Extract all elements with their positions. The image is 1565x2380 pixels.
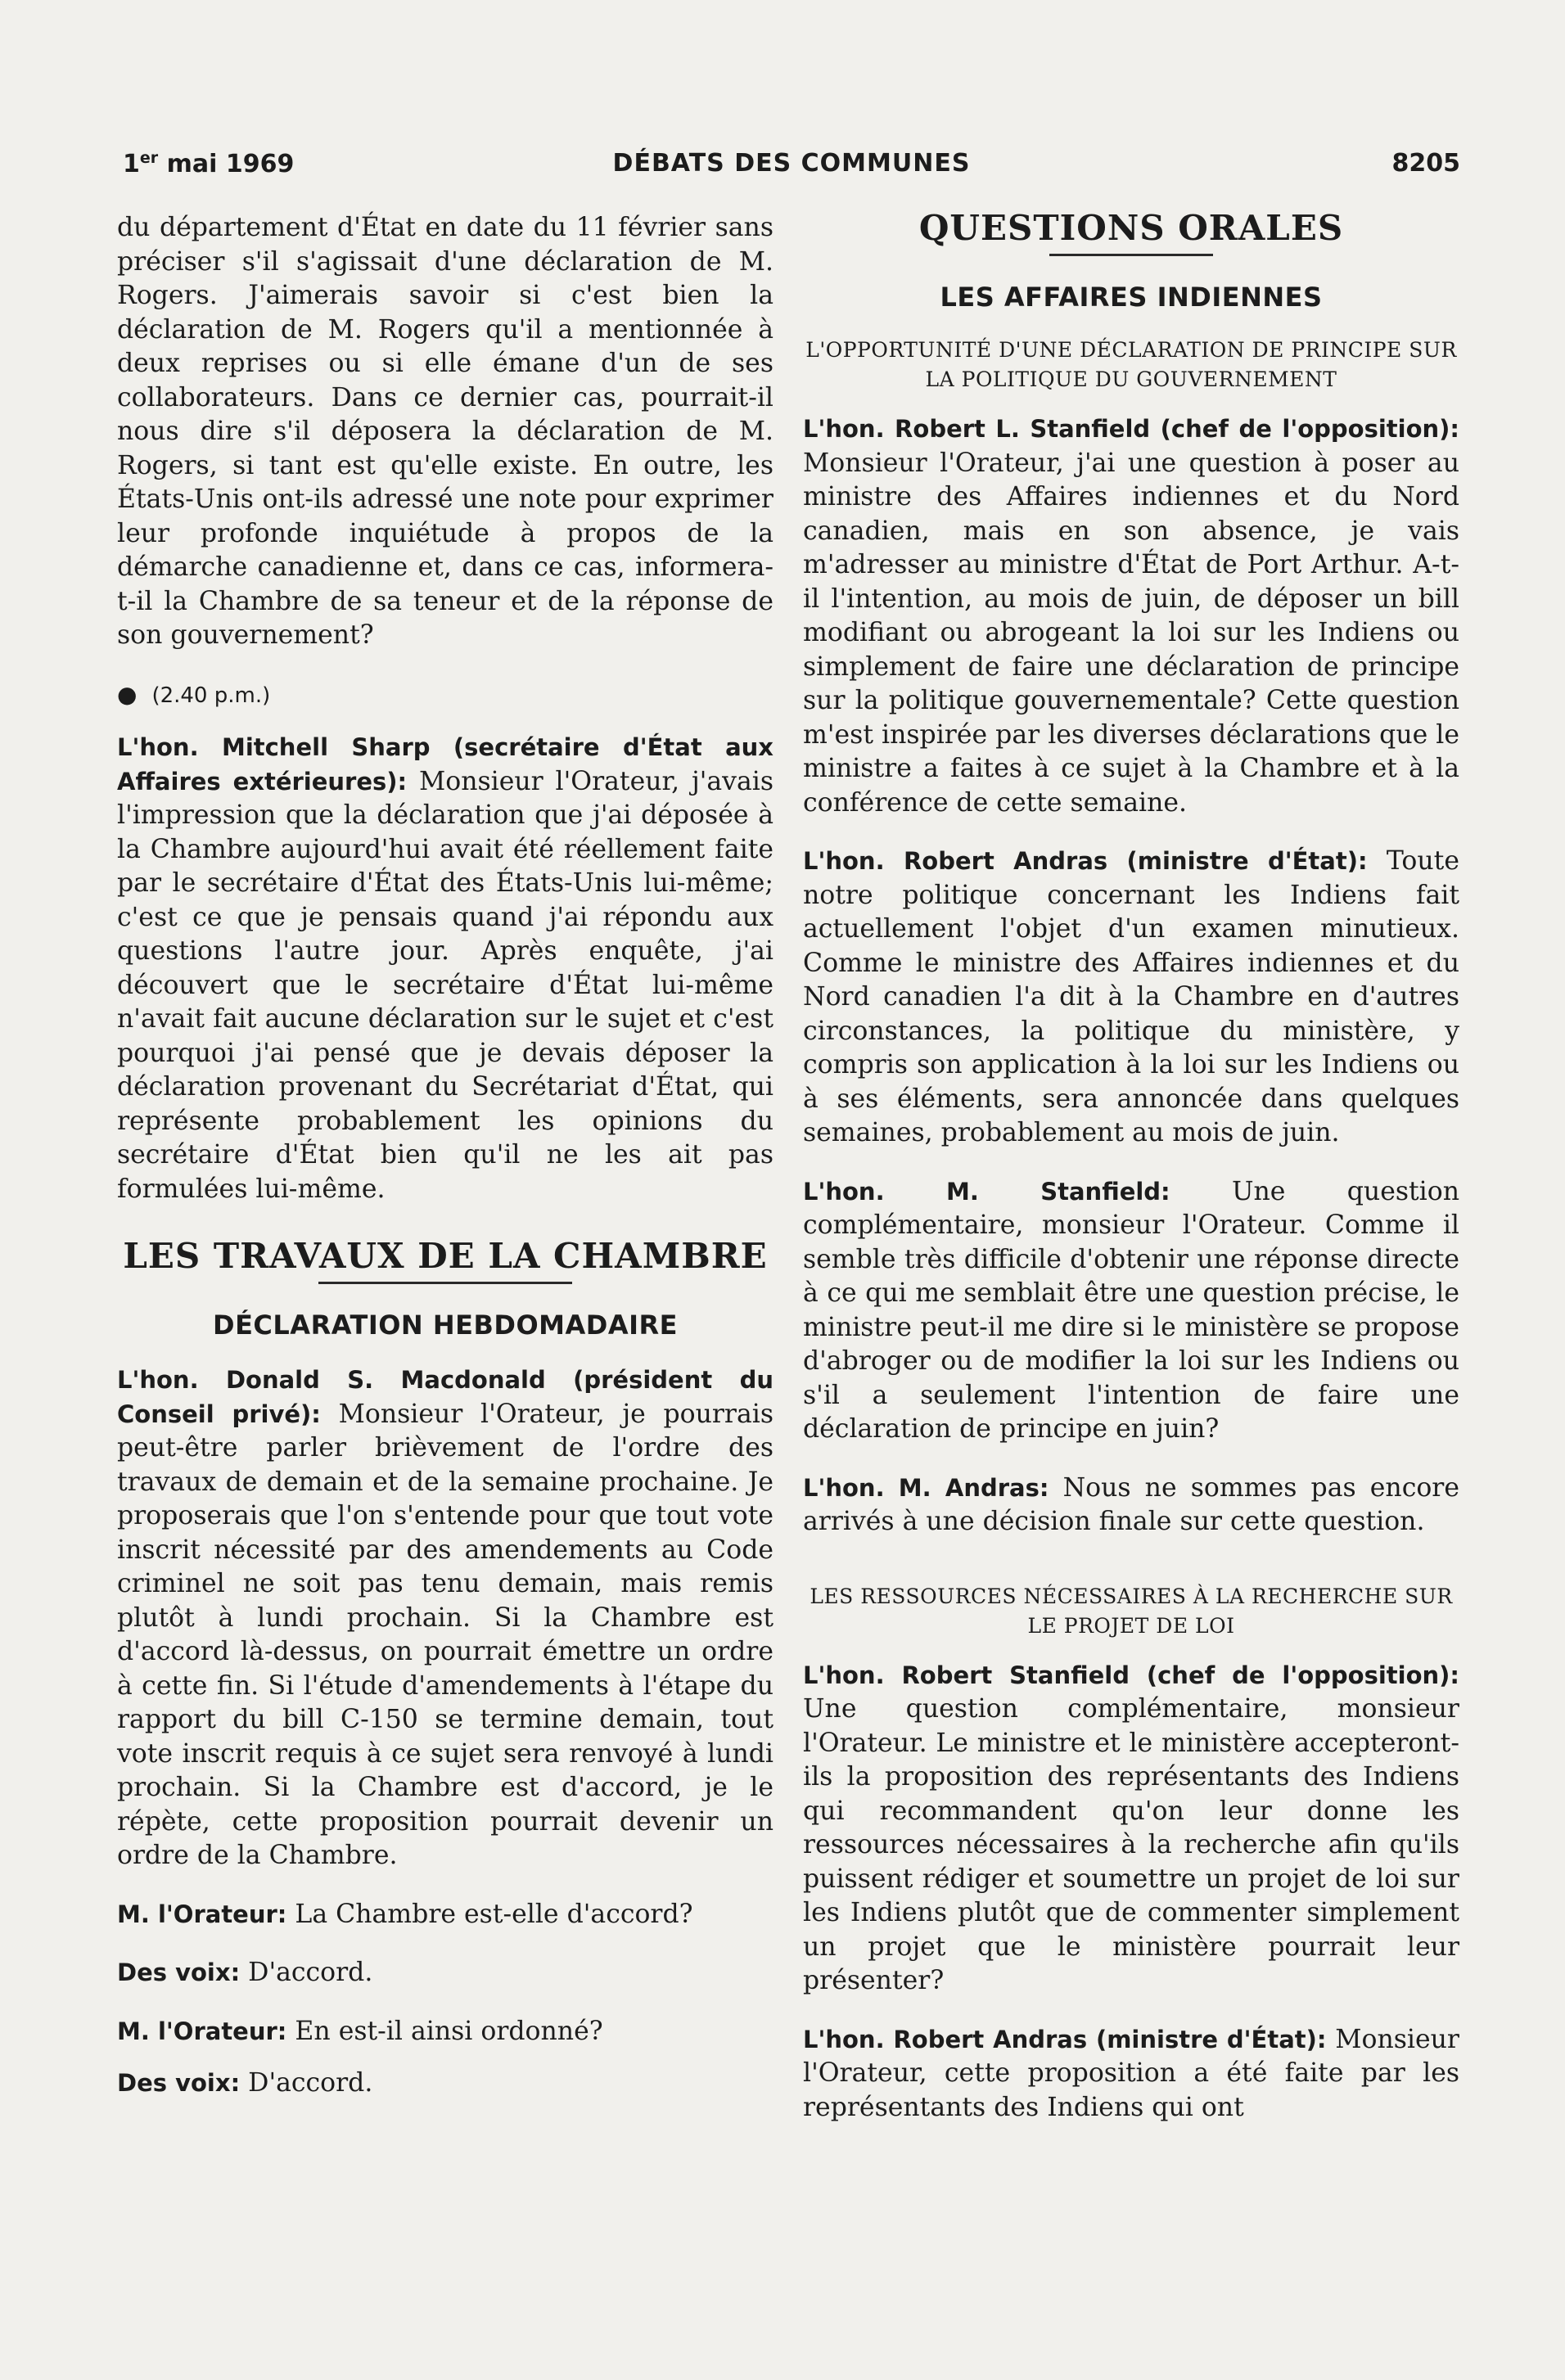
section-rule — [318, 1282, 572, 1284]
speaker-name: L'hon. Mitchell Sharp (secrétaire d'État aux Affaires extérieures): — [117, 733, 773, 796]
speech-andras: L'hon. Robert Andras (ministre d'État): Toute notre politique concernant les Indiens fait actuellement l'objet d'un examen minutieux. Comme le ministre des Affaires indiennes et du Nord canadien l'a dit à la Chambre en d'autres circonstances, la politique du ministère, y compris son application à la loi sur les Indiens ou à ses éléments, sera annoncée dans quelques semaines, probablement au mois de juin. — [803, 846, 1459, 1147]
section-title: QUESTIONS ORALES — [918, 208, 1344, 248]
subsection-title: DÉCLARATION HEBDOMADAIRE — [213, 1309, 678, 1341]
speech-andras: L'hon. M. Andras: Nous ne sommes pas encore arrivés à une décision finale sur cette question. — [803, 1472, 1459, 1536]
speech-sharp: L'hon. Mitchell Sharp (secrétaire d'État aux Affaires extérieures): Monsieur l'Orateur, j'avais l'impression que la déclaration que j'ai déposée à la Chambre aujourd'hui avait été réellement faite par le secrétaire d'État des États-Unis lui-même; c'est ce que je pensais quand j'ai répondu aux questions l'autre jour. Après enquête, j'ai découvert que le secrétaire d'État lui-même n'avait fait aucune déclaration sur le sujet et c'est pourquoi j'ai pensé que je devais déposer la déclaration provenant du Secrétariat d'État, qui représente probablement les opinions du secrétaire d'État bien qu'il ne les ait pas formulées lui-même. — [117, 733, 773, 1204]
speaker-name: L'hon. M. Stanfield: — [803, 1177, 1170, 1206]
time-marker: ● (2.40 p.m.) — [117, 680, 271, 708]
paragraph: du département d'État en date du 11 février sans préciser s'il s'agissait d'une déclaration de M. Rogers. J'aimerais savoir si c'est bien la déclaration de M. Rogers qu'il a mentionnée à deux reprises ou si elle émane d'un de ses collaborateurs. Dans ce dernier cas, pourrait-il nous dire s'il déposera la déclaration de M. Rogers, si tant est qu'elle existe. En outre, les États-Unis ont-ils adressé une note pour exprimer leur profonde inquiétude à propos de la démarche canadienne et, dans ce cas, informera-t-il la Chambre de sa teneur et de la réponse de son gouvernement? — [117, 213, 773, 650]
bullet-icon: ● — [117, 680, 138, 708]
header-date: 1er mai 1969 — [123, 149, 295, 178]
page-header — [123, 149, 1460, 190]
speaker-name: Des voix: — [117, 2069, 241, 2097]
page-number: 8205 — [1391, 149, 1460, 178]
speaker-name: L'hon. Robert L. Stanfield (chef de l'opposition): — [803, 415, 1459, 443]
topic-title: L'OPPORTUNITÉ D'UNE DÉCLARATION DE PRINCIPE SUR LA POLITIQUE DU GOUVERNEMENT — [805, 338, 1457, 391]
speaker-name: L'hon. Robert Stanfield (chef de l'opposition): — [803, 1661, 1459, 1689]
speaker-name: L'hon. Donald S. Macdonald (président du Conseil privé): — [117, 1366, 773, 1428]
left-column — [117, 211, 773, 2125]
speech-voix: Des voix: D'accord. — [117, 1958, 373, 1987]
speech-stanfield: L'hon. Robert Stanfield (chef de l'opposition): Une question complémentaire, monsieur l'Orateur. Le ministre et le ministère accepteront-ils la proposition des représentants des Indiens qui recommandent qu'on leur donne les ressources nécessaires à la recherche afin qu'ils puissent rédiger et soumettre un projet de loi sur les Indiens plutôt que de commenter simplement un projet que le ministère pourrait leur présenter? — [803, 1661, 1459, 1995]
speaker-name: M. l'Orateur: — [117, 1900, 287, 1928]
section-rule — [1049, 254, 1213, 256]
speech-stanfield: L'hon. Robert L. Stanfield (chef de l'opposition): Monsieur l'Orateur, j'ai une question à poser au ministre des Affaires indiennes et du Nord canadien, mais en son absence, je vais m'adresser au ministre d'État de Port Arthur. A-t-il l'intention, au mois de juin, de déposer un bill modifiant ou abrogeant la loi sur les Indiens ou simplement de faire une déclaration de principe sur la politique gouvernementale? Cette question m'est inspirée par les diverses déclarations que le ministre a faites à ce sujet à la Chambre et à la conférence de cette semaine. — [803, 415, 1459, 818]
speech-voix: Des voix: D'accord. — [117, 2068, 373, 2098]
speaker-name: L'hon. Robert Andras (ministre d'État): — [803, 847, 1368, 875]
speaker-name: M. l'Orateur: — [117, 2017, 287, 2045]
speech-orateur: M. l'Orateur: En est-il ainsi ordonné? — [117, 2016, 603, 2046]
speaker-name: L'hon. M. Andras: — [803, 1473, 1049, 1502]
section-title: LES TRAVAUX DE LA CHAMBRE — [123, 1236, 768, 1276]
subsection-title: LES AFFAIRES INDIENNES — [940, 281, 1323, 313]
header-title: DÉBATS DES COMMUNES — [612, 149, 971, 178]
speaker-name: L'hon. Robert Andras (ministre d'État): — [803, 2025, 1327, 2053]
speech-macdonald: L'hon. Donald S. Macdonald (président du Conseil privé): Monsieur l'Orateur, je pourrais peut-être parler brièvement de l'ordre des travaux de demain et de la semaine prochaine. Je proposerais que l'on s'entende pour que tout vote inscrit nécessité par des amendements au Code criminel ne soit pas tenu demain, mais remis plutôt à lundi prochain. Si la Chambre est d'accord là-dessus, on pourrait émettre un ordre à cette fin. Si l'étude d'amendements à l'étape du rapport du bill C-150 se termine demain, tout vote inscrit requis à ce sujet sera renvoyé à lundi prochain. Si la Chambre est d'accord, je le répète, cette proposition pourrait devenir un ordre de la Chambre. — [117, 1366, 774, 1870]
speech-orateur: M. l'Orateur: La Chambre est-elle d'accord? — [117, 1899, 693, 1929]
speech-andras: L'hon. Robert Andras (ministre d'État): Monsieur l'Orateur, cette proposition a été faite par les représentants des Indiens qui ont — [803, 2024, 1459, 2122]
right-column — [803, 208, 1459, 2149]
topic-title: LES RESSOURCES NÉCESSAIRES À LA RECHERCHE SUR LE PROJET DE LOI — [810, 1584, 1453, 1638]
speaker-name: Des voix: — [117, 1959, 241, 1986]
speech-stanfield: L'hon. M. Stanfield: Une question complémentaire, monsieur l'Orateur. Comme il semble très difficile d'obtenir une réponse directe à ce qui me semblait être une question précise, le ministre peut-il me dire si le ministère se propose d'abroger ou de modifier la loi sur les Indiens ou s'il a seulement l'intention de faire une déclaration de principe en juin? — [803, 1176, 1459, 1444]
